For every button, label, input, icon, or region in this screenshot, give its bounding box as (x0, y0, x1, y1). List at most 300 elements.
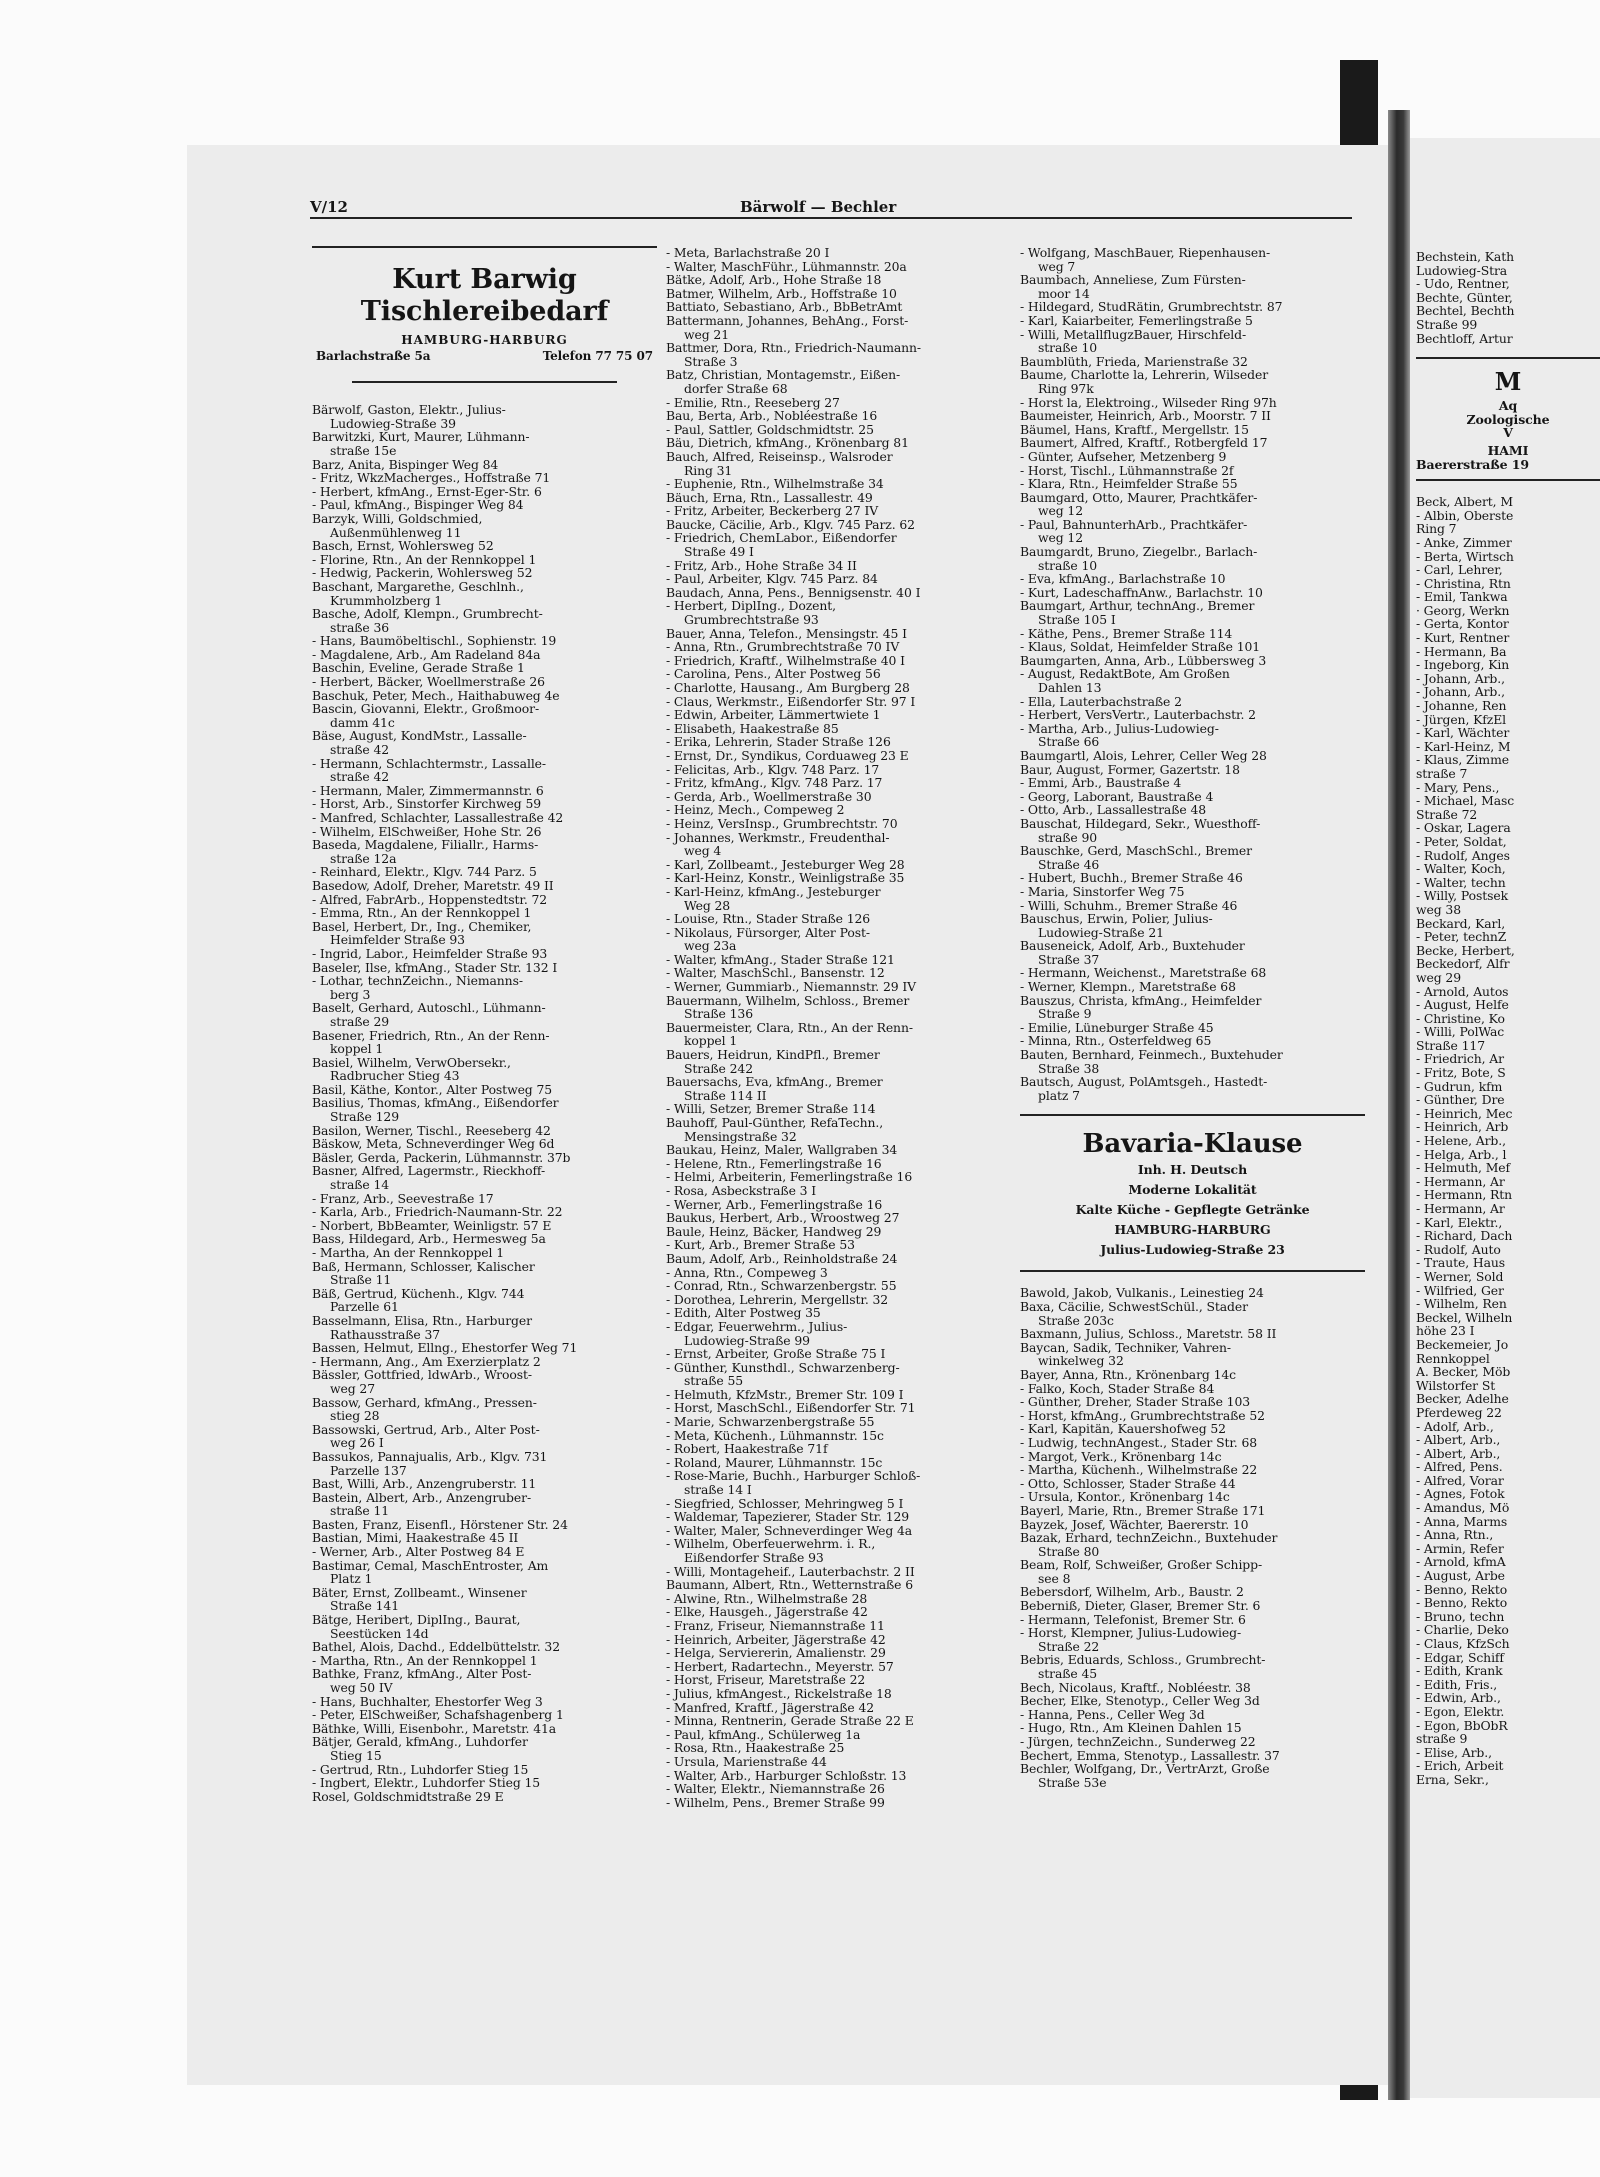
entry-line: Bauers, Heidrun, KindPfl., Bremer (666, 1047, 880, 1063)
directory-entry (666, 1388, 1011, 1402)
ad-line-3: V (1503, 425, 1513, 441)
entry-line: - Wilhelm, ElSchweißer, Hohe Str. 26 (312, 823, 542, 839)
entry-line: - Fritz, kfmAng., Klgv. 748 Parz. 17 (666, 775, 883, 791)
entry-line: - Fritz, WkzMacherges., Hoffstraße 71 (312, 470, 551, 486)
entry-line: Basedow, Adolf, Dreher, Maretstr. 49 II (312, 877, 554, 893)
entry-line: - Emilie, Rtn., Reeseberg 27 (666, 394, 840, 410)
directory-entry (1020, 871, 1365, 885)
entry-line: - Johanne, Ren (1416, 698, 1507, 714)
directory-entry (312, 1735, 657, 1762)
entry-continuation: straße 36 (330, 619, 390, 635)
entry-line: - Marie, Schwarzenbergstraße 55 (666, 1414, 875, 1430)
entry-line: - Karla, Arb., Friedrich-Naumann-Str. 22 (312, 1204, 563, 1220)
directory-entry (666, 1728, 1011, 1742)
entry-continuation: Straße 49 I (684, 544, 754, 560)
entry-line: - Edith, Fris., (1416, 1676, 1498, 1692)
entry-line: - Wilhelm, Oberfeuerwehrm. i. R., (666, 1536, 876, 1552)
entry-continuation: stieg 28 (330, 1408, 380, 1424)
directory-entry (312, 1083, 657, 1097)
entry-line: - Herbert, kfmAng., Ernst-Eger-Str. 6 (312, 483, 542, 499)
entry-line: - Rudolf, Anges (1416, 847, 1510, 863)
entry-line: Bech, Nicolaus, Kraftf., Nobléestr. 38 (1020, 1679, 1251, 1695)
entry-line: Basner, Alfred, Lagermstr., Rieckhoff- (312, 1163, 546, 1179)
directory-entry (666, 559, 1011, 573)
entry-line: - Albin, Oberste (1416, 507, 1514, 523)
directory-entry (1020, 1409, 1365, 1423)
directory-entry (666, 477, 1011, 491)
directory-entry (312, 648, 657, 662)
entry-line: - Martha, Küchenh., Wilhelmstraße 22 (1020, 1462, 1258, 1478)
directory-entry (1020, 1708, 1365, 1722)
entry-line: - Edgar, Feuerwehrm., Julius- (666, 1318, 848, 1334)
directory-entry (312, 1586, 657, 1613)
entry-line: Basel, Herbert, Dr., Ing., Chemiker, (312, 918, 532, 934)
entry-line: Baumblüth, Frieda, Marienstraße 32 (1020, 353, 1248, 369)
entry-line: Barwitzki, Kurt, Maurer, Lühmann- (312, 429, 530, 445)
entry-continuation: Ludowieg-Straße 39 (330, 415, 456, 431)
directory-entry (1020, 994, 1365, 1021)
directory-entry (666, 1293, 1011, 1307)
entry-line: Baumgard, Otto, Maurer, Prachtkäfer- (1020, 489, 1258, 505)
entry-line: - Emilie, Lüneburger Straße 45 (1020, 1019, 1214, 1035)
entry-line: - Helga, Arb., l (1416, 1146, 1507, 1162)
entry-line: Bebersdorf, Wilhelm, Arb., Baustr. 2 (1020, 1584, 1244, 1600)
directory-entry (666, 1415, 1011, 1429)
entry-line: Straße 99 (1416, 316, 1478, 332)
directory-entry (666, 966, 1011, 980)
entry-line: - Minna, Rentnerin, Gerade Straße 22 E (666, 1713, 914, 1729)
directory-entry (312, 825, 657, 839)
entry-line: - Willi, Setzer, Bremer Straße 114 (666, 1101, 876, 1117)
directory-entry (1020, 572, 1365, 586)
directory-entry (312, 702, 657, 729)
entry-line: - Amandus, Mö (1416, 1500, 1510, 1516)
entry-line: Baule, Heinz, Bäcker, Handweg 29 (666, 1223, 882, 1239)
entry-continuation: moor 14 (1038, 285, 1090, 301)
directory-entry (666, 1143, 1011, 1157)
entry-line: - Walter, MaschSchl., Bansenstr. 12 (666, 965, 885, 981)
directory-entry (1020, 355, 1365, 369)
entry-line: - Eva, kfmAng., Barlachstraße 10 (1020, 571, 1226, 587)
directory-entry (312, 675, 657, 689)
directory-entry (1020, 640, 1365, 654)
entry-line: Baschuk, Peter, Mech., Haithabuweg 4e (312, 687, 560, 703)
entry-line: - Manfred, Kraftf., Jägerstraße 42 (666, 1699, 875, 1715)
column-1 (312, 246, 657, 1803)
directory-entry (666, 1701, 1011, 1715)
directory-entry (312, 1137, 657, 1151)
directory-entry (1020, 368, 1365, 395)
directory-entry (1020, 1721, 1365, 1735)
entry-line: - Agnes, Fotok (1416, 1486, 1505, 1502)
directory-entry (666, 273, 1011, 287)
directory-entry (1020, 776, 1365, 790)
directory-entry (1020, 1626, 1365, 1653)
entry-line: - Falko, Koch, Stader Straße 84 (1020, 1380, 1215, 1396)
entry-line: - Albert, Arb., (1416, 1432, 1501, 1448)
entry-line: - Meta, Küchenh., Lühmannstr. 15c (666, 1427, 884, 1443)
entry-continuation: Ludowieg-Straße 99 (684, 1332, 810, 1348)
entry-line: - August, Arbe (1416, 1568, 1505, 1584)
directory-entry (666, 1157, 1011, 1171)
entry-line: - Hans, Buchhalter, Ehestorfer Weg 3 (312, 1693, 543, 1709)
entry-line: Bäumel, Hans, Kraftf., Mergellstr. 15 (1020, 421, 1249, 437)
entry-line: Bassen, Helmut, Ellng., Ehestorfer Weg 71 (312, 1340, 578, 1356)
entry-continuation: Parzelle 61 (330, 1299, 399, 1315)
entry-line: Battiato, Sebastiano, Arb., BbBetrAmt (666, 299, 903, 315)
entry-line: - Rudolf, Auto (1416, 1241, 1501, 1257)
directory-entry (666, 1605, 1011, 1619)
directory-entry (312, 1491, 657, 1518)
directory-entry (1020, 1735, 1365, 1749)
entry-continuation: winkelweg 32 (1038, 1353, 1124, 1369)
directory-entry (1020, 300, 1365, 314)
entry-line: Bäsler, Gerda, Packerin, Lühmannstr. 37b (312, 1149, 571, 1165)
entry-line: - Manfred, Schlachter, Lassallestraße 42 (312, 810, 564, 825)
entry-line: - Arnold, kfmA (1416, 1554, 1506, 1570)
entry-line: Basil, Käthe, Kontor., Alter Postweg 75 (312, 1081, 553, 1097)
directory-entry (666, 817, 1011, 831)
entry-line: - Johann, Arb., (1416, 684, 1505, 700)
directory-entry (666, 1429, 1011, 1443)
directory-entry (312, 1559, 657, 1586)
directory-entry (666, 599, 1011, 626)
entry-line: - Benno, Rekto (1416, 1581, 1508, 1597)
entry-line: Basten, Franz, Eisenfl., Hörstener Str. 24 (312, 1516, 568, 1532)
entry-line: Bauschus, Erwin, Polier, Julius- (1020, 911, 1213, 927)
directory-entry (666, 246, 1011, 260)
directory-entry (312, 512, 657, 539)
ad-address: Julius-Ludowieg-Straße 23 (1100, 1242, 1285, 1258)
entry-line: - Walter, kfmAng., Stader Straße 121 (666, 951, 895, 967)
entry-line: - Berta, Wirtsch (1416, 548, 1514, 564)
entry-line: - Richard, Dach (1416, 1228, 1513, 1244)
directory-entry (666, 1170, 1011, 1184)
directory-entry (666, 300, 1011, 314)
directory-entry (1020, 1436, 1365, 1450)
directory-entry (312, 947, 657, 961)
entry-line: - Gertrud, Rtn., Luhdorfer Stieg 15 (312, 1761, 529, 1777)
directory-entry (666, 1714, 1011, 1728)
entry-line: Baum, Adolf, Arb., Reinholdstraße 24 (666, 1250, 898, 1266)
ad-city: HAMBURG-HARBURG (401, 333, 568, 347)
entry-line: - Peter, ElSchweißer, Schafshagenberg 1 (312, 1707, 564, 1723)
directory-entry (666, 1537, 1011, 1564)
entry-line: - Roland, Maurer, Lühmannstr. 15c (666, 1454, 883, 1470)
directory-entry (312, 1287, 657, 1314)
entry-line: Bäuch, Erna, Rtn., Lassallestr. 49 (666, 489, 873, 505)
directory-entry (666, 1401, 1011, 1415)
directory-entry (312, 1396, 657, 1423)
directory-entry (312, 1695, 657, 1709)
directory-entry (666, 994, 1011, 1021)
entry-line: - Johannes, Werkmstr., Freudenthal- (666, 829, 890, 845)
page-number: V/12 (310, 198, 348, 216)
entry-line: - Peter, Soldat, (1416, 833, 1507, 849)
directory-entry (312, 458, 657, 472)
entry-line: - Helga, Serviererin, Amalienstr. 29 (666, 1645, 886, 1661)
entry-line: - Helene, Arb., (1416, 1133, 1506, 1149)
entry-line: - Reinhard, Elektr., Klgv. 744 Parz. 5 (312, 864, 537, 880)
directory-entry (312, 1124, 657, 1138)
entry-line: Bechstein, Kath (1416, 250, 1514, 264)
header-rule (310, 217, 1352, 219)
entry-line: - Helmuth, Mef (1416, 1160, 1510, 1176)
entry-line: Bässler, Gottfried, ldwArb., Wroost- (312, 1367, 532, 1383)
entry-line: - Conrad, Rtn., Schwarzenbergstr. 55 (666, 1278, 897, 1294)
entry-line: Bauersachs, Eva, kfmAng., Bremer (666, 1074, 883, 1090)
directory-entry (1020, 980, 1365, 994)
entry-line: Basche, Adolf, Klempn., Grumbrecht- (312, 606, 543, 622)
directory-entry (666, 1469, 1011, 1496)
entry-line: - Karl-Heinz, Konstr., Weinligstraße 35 (666, 870, 905, 886)
entry-line: Bassow, Gerhard, kfmAng., Pressen- (312, 1394, 537, 1410)
entry-line: - Günther, Dre (1416, 1092, 1505, 1108)
entry-continuation: straße 15e (330, 442, 397, 458)
entry-line: - Alfred, Pens. (1416, 1459, 1503, 1475)
entry-line: - Walter, Arb., Harburger Schloßstr. 13 (666, 1767, 907, 1783)
directory-entry (666, 953, 1011, 967)
entry-line: - Willi, Schuhm., Bremer Straße 46 (1020, 897, 1238, 913)
entry-line: Bätge, Heribert, DiplIng., Baurat, (312, 1612, 521, 1628)
directory-entry (1020, 396, 1365, 410)
entry-continuation: straße 11 (330, 1503, 390, 1519)
entry-line: - Werner, Klempn., Maretstraße 68 (1020, 979, 1236, 995)
entry-line: - Hans, Baumöbeltischl., Sophienstr. 19 (312, 633, 557, 649)
entry-continuation: Straße 242 (684, 1060, 753, 1076)
entry-line: straße 7 (1416, 766, 1468, 781)
entry-line: Baseda, Magdalene, Filiallr., Harms- (312, 837, 539, 853)
entry-line: - Rosa, Asbeckstraße 3 I (666, 1182, 817, 1198)
directory-entry (666, 681, 1011, 695)
directory-entry (1020, 667, 1365, 694)
entry-line: - Heinz, VersInsp., Grumbrechtstr. 70 (666, 815, 898, 831)
entry-line: - Helene, Rtn., Femerlingstraße 16 (666, 1155, 882, 1171)
entry-line: - Walter, Koch, (1416, 861, 1506, 877)
directory-entry (1020, 1382, 1365, 1396)
entry-line: - Horst, Friseur, Maretstraße 22 (666, 1672, 866, 1688)
entry-line: - Edith, Krank (1416, 1663, 1503, 1679)
entry-line: - Charlotte, Hausang., Am Burgberg 28 (666, 680, 910, 695)
entry-continuation: Straße 141 (330, 1598, 399, 1614)
entry-line: Baxmann, Julius, Schloss., Maretstr. 58 II (1020, 1326, 1277, 1342)
directory-entry (312, 1232, 657, 1246)
entry-line: - Kurt, Arb., Bremer Straße 53 (666, 1237, 855, 1253)
entry-continuation: Straße 203c (1038, 1312, 1114, 1328)
entry-line: - Adolf, Arb., (1416, 1418, 1494, 1434)
entry-line: - Willy, Postsek (1416, 888, 1508, 904)
directory-entry (312, 1776, 657, 1790)
directory-entry (312, 893, 657, 907)
directory-entry (1020, 436, 1365, 450)
directory-entry (666, 450, 1011, 477)
entry-line: Baseler, Ilse, kfmAng., Stader Str. 132 I (312, 959, 558, 975)
entry-continuation: straße 10 (1038, 340, 1098, 356)
entry-line: - Kurt, Rentner (1416, 630, 1510, 646)
directory-entry (312, 1151, 657, 1165)
entry-line: Ludowieg-Stra (1416, 262, 1508, 278)
directory-entry (1020, 464, 1365, 478)
entry-line: Batz, Christian, Montagemstr., Eißen- (666, 367, 901, 383)
entry-line: - Minna, Rtn., Osterfeldweg 65 (1020, 1033, 1212, 1049)
entry-line: - Herbert, VersVertr., Lauterbachstr. 2 (1020, 707, 1256, 723)
directory-entry (312, 430, 657, 457)
entry-line: - Horst, kfmAng., Grumbrechtstraße 52 (1020, 1407, 1265, 1423)
directory-entry (1020, 1450, 1365, 1464)
entry-line: Becher, Elke, Stenotyp., Celler Weg 3d (1020, 1693, 1260, 1709)
directory-entry (666, 803, 1011, 817)
directory-entry (1020, 1518, 1365, 1532)
entry-line: - Gerda, Arb., Woellmerstraße 30 (666, 788, 872, 804)
entry-line: - Hubert, Buchh., Bremer Straße 46 (1020, 870, 1243, 886)
entry-line: Bauschke, Gerd, MaschSchl., Bremer (1020, 843, 1252, 859)
entry-line: - Carl, Lehrer, (1416, 562, 1503, 578)
directory-entry (666, 627, 1011, 641)
entry-line: Bau, Berta, Arb., Nobléestraße 16 (666, 408, 878, 424)
directory-entry (1020, 912, 1365, 939)
entry-line: Bayzek, Josef, Wächter, Baererstr. 10 (1020, 1516, 1249, 1532)
directory-entry (666, 1211, 1011, 1225)
directory-entry (1020, 1762, 1365, 1789)
entry-list (1416, 250, 1600, 345)
ad-contact-row (312, 350, 657, 364)
directory-entry (666, 1075, 1011, 1102)
entry-continuation: weg 12 (1038, 530, 1083, 546)
directory-entry (1020, 1021, 1365, 1035)
entry-line: - Hermann, Telefonist, Bremer Str. 6 (1020, 1611, 1246, 1627)
entry-line: - Paul, kfmAng., Schülerweg 1a (666, 1726, 861, 1742)
directory-entry (1020, 790, 1365, 804)
entry-continuation: platz 7 (1038, 1087, 1080, 1103)
entry-line: - Karl-Heinz, kfmAng., Jesteburger (666, 883, 881, 899)
entry-line: - Egon, Elektr. (1416, 1703, 1505, 1719)
entry-line: - Werner, Arb., Femerlingstraße 16 (666, 1196, 883, 1212)
entry-line: - Albert, Arb., (1416, 1445, 1501, 1461)
entry-line: - Hildegard, StudRätin, Grumbrechtstr. 87 (1020, 299, 1283, 315)
entry-line: - Walter, Maler, Schneverdinger Weg 4a (666, 1522, 913, 1538)
directory-entry (666, 531, 1011, 558)
entry-line: - Meta, Barlachstraße 20 I (666, 245, 830, 260)
entry-line: - Ingbert, Elektr., Luhdorfer Stieg 15 (312, 1775, 541, 1791)
directory-entry (666, 1252, 1011, 1266)
entry-continuation: weg 21 (684, 326, 729, 342)
ad-owner: Inh. H. Deutsch (1137, 1162, 1248, 1178)
directory-entry (666, 858, 1011, 872)
entry-line: - Kurt, LadeschaffnAnw., Barlachstr. 10 (1020, 584, 1263, 600)
entry-line: Bauch, Alfred, Reiseinsp., Walsroder (666, 448, 893, 464)
ad-initial: M (1494, 367, 1522, 397)
entry-line: Bäu, Dietrich, kfmAng., Krönenbarg 81 (666, 435, 909, 451)
entry-line: Baumbach, Anneliese, Zum Fürsten- (1020, 272, 1246, 288)
directory-entry (1020, 273, 1365, 300)
entry-line: Bauseneick, Adolf, Arb., Buxtehuder (1020, 938, 1245, 954)
entry-continuation: straße 10 (1038, 557, 1098, 573)
directory-entry (312, 1790, 657, 1804)
entry-line: - Wolfgang, MaschBauer, Riepenhausen- (1020, 245, 1271, 260)
entry-line: Beck, Albert, M (1416, 494, 1513, 510)
entry-line: Bazak, Erhard, technZeichn., Buxtehuder (1020, 1530, 1278, 1546)
entry-line: Straße 117 (1416, 1037, 1485, 1053)
entry-line: - Claus, Werkmstr., Eißendorfer Str. 97 I (666, 693, 916, 709)
entry-line: - Friedrich, Ar (1416, 1051, 1504, 1067)
entry-line: - Werner, Gummiarb., Niemannstr. 29 IV (666, 979, 917, 995)
entry-line: - Georg, Laborant, Baustraße 4 (1020, 788, 1214, 804)
entry-line: Bathke, Franz, kfmAng., Alter Post- (312, 1666, 532, 1682)
entry-line: - Karl, Kaiarbeiter, Femerlingstraße 5 (1020, 312, 1253, 328)
entry-line: Bassowski, Gertrud, Arb., Alter Post- (312, 1421, 540, 1437)
ad-name: Bavaria-Klause (1082, 1129, 1303, 1160)
directory-entry (312, 1219, 657, 1233)
entry-line: Bäthke, Willi, Eisenbohr., Maretstr. 41a (312, 1720, 557, 1736)
entry-line: - Robert, Haakestraße 71f (666, 1441, 828, 1457)
directory-entry (312, 1545, 657, 1559)
directory-entry (1020, 586, 1365, 600)
entry-line: Baukus, Herbert, Arb., Wroostweg 27 (666, 1210, 900, 1226)
directory-entry (1020, 722, 1365, 749)
directory-entry (312, 634, 657, 648)
directory-entry (666, 926, 1011, 953)
advertisement-barwig (312, 246, 657, 403)
entry-line: - Waldemar, Tapezierer, Stader Str. 129 (666, 1509, 910, 1525)
directory-entry (666, 1687, 1011, 1701)
entry-continuation: Außenmühlenweg 11 (330, 524, 462, 540)
entry-line: - Friedrich, Kraftf., Wilhelmstraße 40 I (666, 652, 905, 668)
directory-entry (1020, 599, 1365, 626)
entry-line: Baycan, Sadik, Techniker, Vahren- (1020, 1339, 1231, 1355)
entry-line: Bast, Willi, Arb., Anzengruberstr. 11 (312, 1476, 537, 1492)
entry-line: - Heinrich, Arb (1416, 1119, 1509, 1135)
entry-line: - Dorothea, Lehrerin, Mergellstr. 32 (666, 1291, 889, 1307)
directory-entry (666, 776, 1011, 790)
directory-entry (312, 1450, 657, 1477)
entry-continuation: dorfer Straße 68 (684, 380, 788, 396)
directory-entry (666, 1497, 1011, 1511)
directory-entry (1020, 1599, 1365, 1613)
directory-entry (1020, 1681, 1365, 1695)
ad-line-4: HAMI (1487, 442, 1529, 458)
entry-line: Bastein, Albert, Arb., Anzengruber- (312, 1489, 532, 1505)
entry-line: - Friedrich, ChemLabor., Eißendorfer (666, 530, 897, 546)
entry-line: Baudach, Anna, Pens., Bennigsenstr. 40 I (666, 584, 921, 600)
entry-list (1020, 246, 1365, 1102)
ad-line-5: Baererstraße 19 (1416, 456, 1529, 472)
entry-line: - Hermann, Weichenst., Maretstraße 68 (1020, 965, 1267, 981)
entry-line: Bauszus, Christa, kfmAng., Heimfelder (1020, 992, 1262, 1008)
directory-entry (666, 1361, 1011, 1388)
entry-line: - Siegfried, Schlosser, Mehringweg 5 I (666, 1495, 904, 1511)
directory-entry (312, 1029, 657, 1056)
entry-line: - Arnold, Autos (1416, 983, 1509, 999)
directory-entry (1020, 1034, 1365, 1048)
entry-line: Barz, Anita, Bispinger Weg 84 (312, 456, 499, 472)
entry-line: - Käthe, Pens., Bremer Straße 114 (1020, 625, 1233, 641)
directory-entry (666, 735, 1011, 749)
directory-entry (312, 1667, 657, 1694)
directory-entry (1020, 1694, 1365, 1708)
entry-line: - Ella, Lauterbachstraße 2 (1020, 693, 1182, 709)
directory-entry (312, 1763, 657, 1777)
directory-entry (666, 708, 1011, 722)
entry-line: - Rose-Marie, Buchh., Harburger Schloß- (666, 1468, 921, 1484)
entry-line: Bätke, Adolf, Arb., Hohe Straße 18 (666, 272, 882, 288)
directory-entry (666, 1225, 1011, 1239)
entry-line: höhe 23 I (1416, 1323, 1475, 1339)
directory-entry (1020, 899, 1365, 913)
directory-entry (1020, 1341, 1365, 1368)
entry-line: - Ursula, Kontor., Krönenbarg 14c (1020, 1489, 1230, 1505)
entry-line: - Armin, Refer (1416, 1540, 1504, 1556)
entry-continuation: weg 7 (1038, 258, 1076, 274)
